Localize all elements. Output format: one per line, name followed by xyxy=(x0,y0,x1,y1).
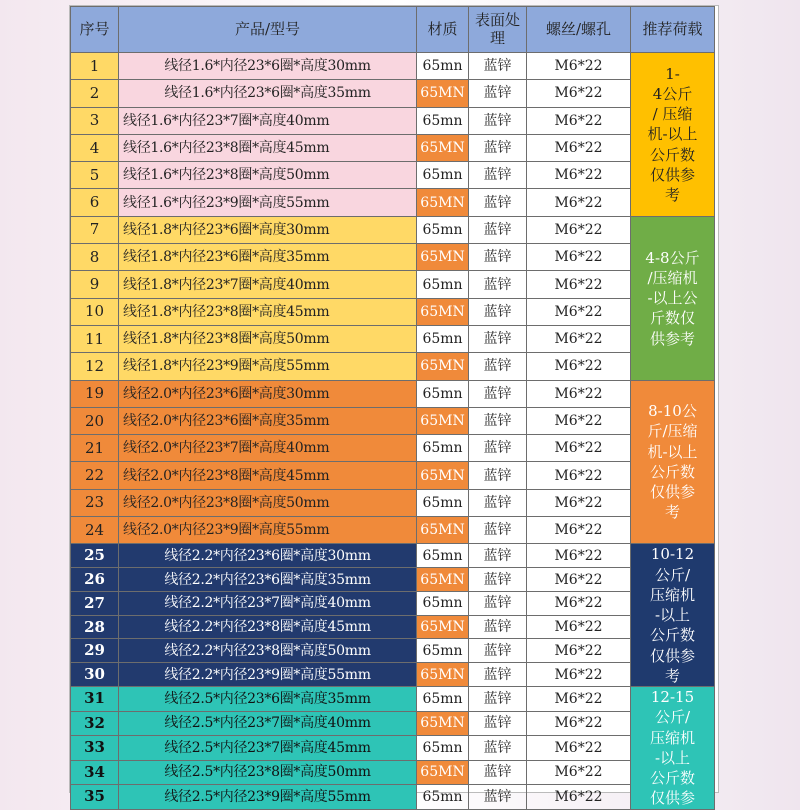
thread-cell: M6*22 xyxy=(527,736,631,761)
row-number-cell: 19 xyxy=(71,380,119,407)
surface-treatment-cell: 蓝锌 xyxy=(469,544,527,568)
row-number-cell: 29 xyxy=(71,639,119,663)
table-row xyxy=(71,544,715,568)
row-number-cell: 12 xyxy=(71,353,119,380)
surface-treatment-cell: 蓝锌 xyxy=(469,435,527,462)
surface-treatment-cell: 蓝锌 xyxy=(469,785,527,810)
thread-cell: M6*22 xyxy=(527,591,631,615)
thread-cell: M6*22 xyxy=(527,134,631,161)
row-number-cell: 21 xyxy=(71,435,119,462)
product-model-cell: 线径2.5*内径23*9圈*高度55mm xyxy=(119,785,417,810)
thread-cell: M6*22 xyxy=(527,107,631,134)
material-cell: 65mn xyxy=(417,489,469,516)
surface-treatment-cell: 蓝锌 xyxy=(469,271,527,298)
product-model-cell: 线径2.0*内径23*6圈*高度35mm xyxy=(119,407,417,434)
thread-cell: M6*22 xyxy=(527,244,631,271)
material-cell: 65mn xyxy=(417,785,469,810)
product-model-cell: 线径2.5*内径23*6圈*高度35mm xyxy=(119,687,417,712)
thread-cell: M6*22 xyxy=(527,189,631,216)
surface-treatment-cell: 蓝锌 xyxy=(469,615,527,639)
row-number-cell: 26 xyxy=(71,568,119,592)
thread-cell: M6*22 xyxy=(527,353,631,380)
table-row xyxy=(71,107,715,134)
thread-cell: M6*22 xyxy=(527,298,631,325)
thread-cell: M6*22 xyxy=(527,568,631,592)
product-model-cell: 线径2.0*内径23*9圈*高度55mm xyxy=(119,517,417,544)
product-model-cell: 线径1.8*内径23*8圈*高度45mm xyxy=(119,298,417,325)
surface-treatment-cell: 蓝锌 xyxy=(469,517,527,544)
table-row xyxy=(71,591,715,615)
table-row xyxy=(71,517,715,544)
surface-treatment-cell: 蓝锌 xyxy=(469,244,527,271)
surface-treatment-cell: 蓝锌 xyxy=(469,591,527,615)
thread-cell: M6*22 xyxy=(527,435,631,462)
product-model-cell: 线径1.8*内径23*6圈*高度30mm xyxy=(119,216,417,243)
material-cell: 65mn xyxy=(417,162,469,189)
product-model-cell: 线径2.2*内径23*6圈*高度35mm xyxy=(119,568,417,592)
table-row xyxy=(71,80,715,107)
row-number-cell: 33 xyxy=(71,736,119,761)
product-model-cell: 线径2.2*内径23*8圈*高度50mm xyxy=(119,639,417,663)
thread-cell: M6*22 xyxy=(527,544,631,568)
surface-treatment-cell: 蓝锌 xyxy=(469,760,527,785)
product-model-cell: 线径2.5*内径23*8圈*高度50mm xyxy=(119,760,417,785)
surface-treatment-cell: 蓝锌 xyxy=(469,134,527,161)
material-cell: 65mn xyxy=(417,53,469,80)
row-number-cell: 5 xyxy=(71,162,119,189)
material-cell: 65MN xyxy=(417,615,469,639)
material-cell: 65mn xyxy=(417,435,469,462)
table-row xyxy=(71,134,715,161)
surface-treatment-cell: 蓝锌 xyxy=(469,663,527,687)
product-model-cell: 线径1.6*内径23*8圈*高度50mm xyxy=(119,162,417,189)
surface-treatment-cell: 蓝锌 xyxy=(469,736,527,761)
thread-cell: M6*22 xyxy=(527,53,631,80)
table-row xyxy=(71,736,715,761)
material-cell: 65MN xyxy=(417,298,469,325)
product-model-cell: 线径1.6*内径23*7圈*高度40mm xyxy=(119,107,417,134)
row-number-cell: 34 xyxy=(71,760,119,785)
surface-treatment-cell: 蓝锌 xyxy=(469,107,527,134)
header-thread: 螺丝/螺孔 xyxy=(527,7,631,53)
row-number-cell: 35 xyxy=(71,785,119,810)
table-row xyxy=(71,244,715,271)
row-number-cell: 22 xyxy=(71,462,119,489)
surface-treatment-cell: 蓝锌 xyxy=(469,568,527,592)
surface-treatment-cell: 蓝锌 xyxy=(469,489,527,516)
table-row xyxy=(71,216,715,243)
table-row xyxy=(71,53,715,80)
row-number-cell: 23 xyxy=(71,489,119,516)
material-cell: 65MN xyxy=(417,663,469,687)
material-cell: 65MN xyxy=(417,80,469,107)
product-model-cell: 线径1.6*内径23*8圈*高度45mm xyxy=(119,134,417,161)
spring-spec-table xyxy=(70,6,715,810)
material-cell: 65MN xyxy=(417,407,469,434)
material-cell: 65MN xyxy=(417,760,469,785)
table-row xyxy=(71,162,715,189)
product-model-cell: 线径1.8*内径23*9圈*高度55mm xyxy=(119,353,417,380)
row-number-cell: 30 xyxy=(71,663,119,687)
thread-cell: M6*22 xyxy=(527,271,631,298)
table-row xyxy=(71,353,715,380)
row-number-cell: 7 xyxy=(71,216,119,243)
product-model-cell: 线径2.0*内径23*6圈*高度30mm xyxy=(119,380,417,407)
material-cell: 65MN xyxy=(417,568,469,592)
product-model-cell: 线径2.2*内径23*8圈*高度45mm xyxy=(119,615,417,639)
thread-cell: M6*22 xyxy=(527,462,631,489)
product-model-cell: 线径2.2*内径23*6圈*高度30mm xyxy=(119,544,417,568)
surface-treatment-cell: 蓝锌 xyxy=(469,687,527,712)
row-number-cell: 4 xyxy=(71,134,119,161)
product-model-cell: 线径1.8*内径23*7圈*高度40mm xyxy=(119,271,417,298)
thread-cell: M6*22 xyxy=(527,760,631,785)
surface-treatment-cell: 蓝锌 xyxy=(469,216,527,243)
table-row xyxy=(71,435,715,462)
row-number-cell: 20 xyxy=(71,407,119,434)
surface-treatment-cell: 蓝锌 xyxy=(469,53,527,80)
table-row xyxy=(71,407,715,434)
header-row xyxy=(71,7,715,53)
row-number-cell: 2 xyxy=(71,80,119,107)
header-no: 序号 xyxy=(71,7,119,53)
thread-cell: M6*22 xyxy=(527,639,631,663)
surface-treatment-cell: 蓝锌 xyxy=(469,407,527,434)
material-cell: 65mn xyxy=(417,107,469,134)
table-row xyxy=(71,568,715,592)
table-row xyxy=(71,271,715,298)
product-model-cell: 线径2.2*内径23*9圈*高度55mm xyxy=(119,663,417,687)
product-model-cell: 线径2.0*内径23*8圈*高度50mm xyxy=(119,489,417,516)
table-row xyxy=(71,325,715,352)
material-cell: 65mn xyxy=(417,325,469,352)
table-row xyxy=(71,489,715,516)
thread-cell: M6*22 xyxy=(527,785,631,810)
thread-cell: M6*22 xyxy=(527,325,631,352)
surface-treatment-cell: 蓝锌 xyxy=(469,298,527,325)
table-row xyxy=(71,380,715,407)
row-number-cell: 6 xyxy=(71,189,119,216)
surface-treatment-cell: 蓝锌 xyxy=(469,462,527,489)
row-number-cell: 11 xyxy=(71,325,119,352)
thread-cell: M6*22 xyxy=(527,162,631,189)
product-model-cell: 线径2.0*内径23*7圈*高度40mm xyxy=(119,435,417,462)
thread-cell: M6*22 xyxy=(527,80,631,107)
material-cell: 65MN xyxy=(417,462,469,489)
table-row xyxy=(71,760,715,785)
row-number-cell: 25 xyxy=(71,544,119,568)
recommended-load-cell: 12-15 公斤/ 压缩机 -以上 公斤数 仅供参 xyxy=(631,687,715,810)
material-cell: 65MN xyxy=(417,711,469,736)
material-cell: 65MN xyxy=(417,517,469,544)
material-cell: 65mn xyxy=(417,544,469,568)
row-number-cell: 27 xyxy=(71,591,119,615)
thread-cell: M6*22 xyxy=(527,663,631,687)
product-model-cell: 线径1.6*内径23*9圈*高度55mm xyxy=(119,189,417,216)
recommended-load-cell: 8-10公 斤/压缩 机-以上 公斤数 仅供参 考 xyxy=(631,380,715,544)
material-cell: 65mn xyxy=(417,591,469,615)
recommended-load-cell: 10-12 公斤/ 压缩机 -以上 公斤数 仅供参 考 xyxy=(631,544,715,687)
row-number-cell: 32 xyxy=(71,711,119,736)
table-row xyxy=(71,189,715,216)
surface-treatment-cell: 蓝锌 xyxy=(469,639,527,663)
table-row xyxy=(71,615,715,639)
row-number-cell: 8 xyxy=(71,244,119,271)
product-model-cell: 线径1.6*内径23*6圈*高度30mm xyxy=(119,53,417,80)
material-cell: 65MN xyxy=(417,353,469,380)
thread-cell: M6*22 xyxy=(527,216,631,243)
thread-cell: M6*22 xyxy=(527,407,631,434)
header-surface: 表面处理 xyxy=(469,7,527,53)
recommended-load-cell: 4-8公斤 /压缩机 -以上公 斤数仅 供参考 xyxy=(631,216,715,380)
product-model-cell: 线径1.8*内径23*8圈*高度50mm xyxy=(119,325,417,352)
product-model-cell: 线径1.8*内径23*6圈*高度35mm xyxy=(119,244,417,271)
row-number-cell: 10 xyxy=(71,298,119,325)
table-row xyxy=(71,639,715,663)
row-number-cell: 28 xyxy=(71,615,119,639)
material-cell: 65mn xyxy=(417,216,469,243)
table-row xyxy=(71,687,715,712)
table-row xyxy=(71,711,715,736)
thread-cell: M6*22 xyxy=(527,615,631,639)
thread-cell: M6*22 xyxy=(527,489,631,516)
surface-treatment-cell: 蓝锌 xyxy=(469,353,527,380)
row-number-cell: 9 xyxy=(71,271,119,298)
surface-treatment-cell: 蓝锌 xyxy=(469,380,527,407)
table-row xyxy=(71,785,715,810)
header-load: 推荐荷载 xyxy=(631,7,715,53)
table-body xyxy=(71,53,715,810)
product-model-cell: 线径2.2*内径23*7圈*高度40mm xyxy=(119,591,417,615)
header-material: 材质 xyxy=(417,7,469,53)
recommended-load-cell: 1- 4公斤 / 压缩 机-以上 公斤数 仅供参 考 xyxy=(631,53,715,217)
table-row xyxy=(71,663,715,687)
table-row xyxy=(71,298,715,325)
product-model-cell: 线径2.5*内径23*7圈*高度45mm xyxy=(119,736,417,761)
table-row xyxy=(71,462,715,489)
material-cell: 65MN xyxy=(417,189,469,216)
header-product: 产品/型号 xyxy=(119,7,417,53)
thread-cell: M6*22 xyxy=(527,517,631,544)
product-model-cell: 线径2.0*内径23*8圈*高度45mm xyxy=(119,462,417,489)
product-model-cell: 线径1.6*内径23*6圈*高度35mm xyxy=(119,80,417,107)
thread-cell: M6*22 xyxy=(527,687,631,712)
material-cell: 65mn xyxy=(417,380,469,407)
spec-sheet xyxy=(70,6,718,808)
surface-treatment-cell: 蓝锌 xyxy=(469,80,527,107)
material-cell: 65mn xyxy=(417,639,469,663)
surface-treatment-cell: 蓝锌 xyxy=(469,325,527,352)
product-model-cell: 线径2.5*内径23*7圈*高度40mm xyxy=(119,711,417,736)
material-cell: 65mn xyxy=(417,271,469,298)
material-cell: 65mn xyxy=(417,736,469,761)
surface-treatment-cell: 蓝锌 xyxy=(469,162,527,189)
row-number-cell: 3 xyxy=(71,107,119,134)
material-cell: 65MN xyxy=(417,244,469,271)
row-number-cell: 24 xyxy=(71,517,119,544)
material-cell: 65mn xyxy=(417,687,469,712)
thread-cell: M6*22 xyxy=(527,380,631,407)
surface-treatment-cell: 蓝锌 xyxy=(469,189,527,216)
surface-treatment-cell: 蓝锌 xyxy=(469,711,527,736)
thread-cell: M6*22 xyxy=(527,711,631,736)
row-number-cell: 31 xyxy=(71,687,119,712)
material-cell: 65MN xyxy=(417,134,469,161)
row-number-cell: 1 xyxy=(71,53,119,80)
